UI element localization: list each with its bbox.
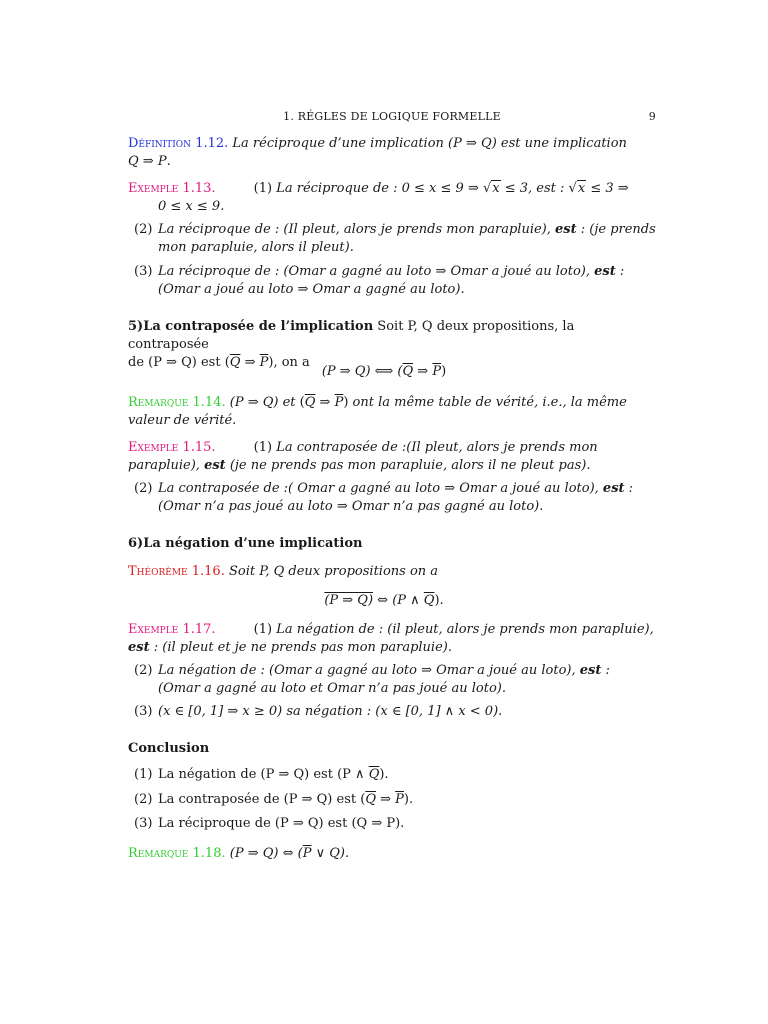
equation-contraposition <box>0 363 768 381</box>
equation-part: ) <box>441 364 447 379</box>
list-item <box>134 703 656 721</box>
page-number: 9 <box>648 110 656 123</box>
remark-formula: ∨ Q). <box>311 846 350 861</box>
item-text: La réciproque de : 0 ≤ x ≤ 9 ⇒ <box>276 181 483 196</box>
item-text: La contraposée de :(Il pleut, alors je prends mon parapluie), <box>128 440 598 473</box>
item-label: (2) <box>134 222 153 237</box>
arrow: ⇒ <box>240 355 260 370</box>
item-keyword: est <box>555 222 577 237</box>
definition-text-a: La réciproque d’une implication ( <box>232 136 454 151</box>
section-title: Conclusion <box>128 741 210 756</box>
q-bar: $\overline{Q}$ <box>402 364 414 379</box>
remark-formula: (P ⇒ Q) ⇔ ( <box>225 846 303 861</box>
example-number: 1.17. <box>182 622 216 637</box>
item-text: : (Omar n’a pas joué au loto ⇒ Omar n’a pas gagné au loto). <box>158 481 634 514</box>
definition-label: Définition <box>128 136 192 151</box>
p-bar: $\overline{P}$ <box>334 395 344 410</box>
p-bar: $\overline{P}$ <box>259 355 269 370</box>
remark-formula: (P ⇒ Q) <box>225 395 283 410</box>
section-text: ), on a <box>268 355 310 370</box>
example-label: Exemple <box>128 440 179 455</box>
list-item <box>134 662 656 698</box>
example-label: Exemple <box>128 181 179 196</box>
item-label: (2) <box>134 792 153 807</box>
list-item <box>134 480 656 516</box>
item-text: La réciproque de : (Il pleut, alors je prends mon parapluie), <box>158 222 556 237</box>
remark-label: Remarque <box>128 846 189 861</box>
remark-1-14 <box>128 394 656 430</box>
item-label: (1) <box>253 440 273 455</box>
equation-part: ). <box>434 593 444 608</box>
remark-text: ) <box>343 395 353 410</box>
item-text: ≤ 3, est : <box>500 181 569 196</box>
item-label: (2) <box>134 481 153 496</box>
item-text: (x ∈ [0, 1] ⇒ x ≥ 0) <box>158 704 287 719</box>
item-keyword: est <box>602 481 625 496</box>
item-keyword: est <box>128 640 150 655</box>
example-number: 1.15. <box>182 440 216 455</box>
section-6 <box>128 535 656 553</box>
item-text: La négation de : (il pleut, alors je prends mon parapluie), <box>276 622 654 637</box>
item-text: : (Omar a gagné au loto et Omar n’a pas joué au loto). <box>158 663 610 696</box>
remark-text: ( <box>295 395 305 410</box>
theorem-label: Théorème <box>128 564 188 579</box>
equation-negation <box>0 592 768 610</box>
arrow: ⇒ <box>413 364 433 379</box>
item-text: La négation de : (Omar a gagné au loto ⇒ Omar a joué au loto), <box>158 663 580 678</box>
item-text: : (Omar a joué au loto ⇒ Omar a gagné au loto). <box>158 264 625 297</box>
list-item <box>134 263 656 299</box>
p-bar: $\overline{P}$ <box>395 792 404 807</box>
item-text: La négation de (P ⇒ Q) est (P ∧ <box>158 767 369 782</box>
theorem-1-16 <box>128 563 656 581</box>
q-bar: $\overline{Q}$ <box>423 593 435 608</box>
q-bar: $\overline{Q}$ <box>365 792 376 807</box>
definition-converse: Q ⇒ P <box>128 154 167 169</box>
example-number: 1.13. <box>182 181 216 196</box>
item-text: La réciproque de (P ⇒ Q) est (Q ⇒ P). <box>158 816 405 831</box>
item-label: (1) <box>253 622 273 637</box>
running-header <box>128 108 656 126</box>
item-text: (x ∈ [0, 1] ∧ x < 0). <box>375 704 503 719</box>
item-text: ≤ 3 ⇒ <box>586 181 629 196</box>
item-keyword: est <box>594 264 616 279</box>
remark-label: Remarque <box>128 395 189 410</box>
equation-part: (P ⇒ Q) ⟺ ( <box>321 364 403 379</box>
remark-number: 1.14. <box>192 395 226 410</box>
definition-1-12 <box>128 135 656 171</box>
section-title: 6)La négation d’une implication <box>128 536 363 551</box>
list-item <box>134 815 656 833</box>
definition-number: 1.12. <box>195 136 229 151</box>
list-item <box>134 766 656 784</box>
section-title: 5)La contraposée de l’implication <box>128 319 374 334</box>
q-bar: $\overline{Q}$ <box>368 767 380 782</box>
q-bar: $\overline{Q}$ <box>229 355 241 370</box>
p-bar: $\overline{P}$ <box>302 846 312 861</box>
theorem-text: Soit P, Q deux propositions on a <box>224 564 439 579</box>
item-keyword: est <box>204 458 226 473</box>
item-text: (je ne prends pas mon parapluie, alors il ne pleut pas). <box>225 458 591 473</box>
p-bar: $\overline{P}$ <box>432 364 442 379</box>
remark-number: 1.18. <box>192 846 226 861</box>
remark-text: et <box>282 395 296 410</box>
item-label: (3) <box>134 264 153 279</box>
item-text: ). <box>379 767 389 782</box>
theorem-number: 1.16. <box>191 564 225 579</box>
definition-text-c: ) est une implication <box>491 136 627 151</box>
item-text: 0 ≤ x ≤ 9. <box>158 199 225 214</box>
example-1-13: Exemple 1.13. (1) La réciproque de : 0 ≤ x ≤ 9 ⇒ √x ≤ 3, est : √x ≤ 3 ⇒ 0 ≤ x ≤ 9. <box>128 181 629 214</box>
conclusion-heading <box>128 740 656 758</box>
list-item <box>134 791 656 809</box>
definition-period: . <box>166 154 171 169</box>
item-label: (1) <box>253 181 273 196</box>
sqrt-x: x <box>492 181 500 196</box>
sqrt-x: x <box>577 181 586 196</box>
item-text: ). <box>403 792 414 807</box>
section-text: de (P ⇒ Q) est ( <box>128 355 230 370</box>
example-label: Exemple <box>128 622 179 637</box>
example-1-15 <box>128 439 656 475</box>
item-keyword: est <box>579 663 602 678</box>
remark-1-18 <box>128 845 656 863</box>
arrow: ⇒ <box>315 395 335 410</box>
section-text: Soit P, Q deux propositions, la contraposée <box>128 319 575 352</box>
item-text: La réciproque de : (Omar a gagné au loto ⇒ Omar a joué au loto), <box>158 264 595 279</box>
equation-part: ⇔ (P ∧ <box>373 593 424 608</box>
item-text: : (il pleut et je ne prends pas mon parapluie). <box>149 640 452 655</box>
remark-text: ont la même table de vérité, i.e., la même valeur de vérité. <box>128 395 627 428</box>
negated-implication: (P ⇒ Q) <box>324 593 374 608</box>
q-bar: $\overline{Q}$ <box>304 395 316 410</box>
item-label: (3) <box>134 816 153 831</box>
header-title: 1. RÉGLES DE LOGIQUE FORMELLE <box>283 110 501 123</box>
item-label: (2) <box>134 663 153 678</box>
item-text: : (je prends mon parapluie, alors il pleut). <box>158 222 656 255</box>
example-1-17 <box>128 621 656 657</box>
item-text: La contraposée de (P ⇒ Q) est ( <box>158 792 366 807</box>
item-text: La contraposée de :( Omar a gagné au loto ⇒ Omar a joué au loto), <box>158 481 603 496</box>
item-label: (1) <box>134 767 153 782</box>
list-item <box>134 221 656 257</box>
arrow: ⇒ <box>375 792 396 807</box>
item-label: (3) <box>134 704 153 719</box>
item-text: sa négation : <box>286 704 376 719</box>
definition-formula: P ⇒ Q <box>453 136 492 151</box>
